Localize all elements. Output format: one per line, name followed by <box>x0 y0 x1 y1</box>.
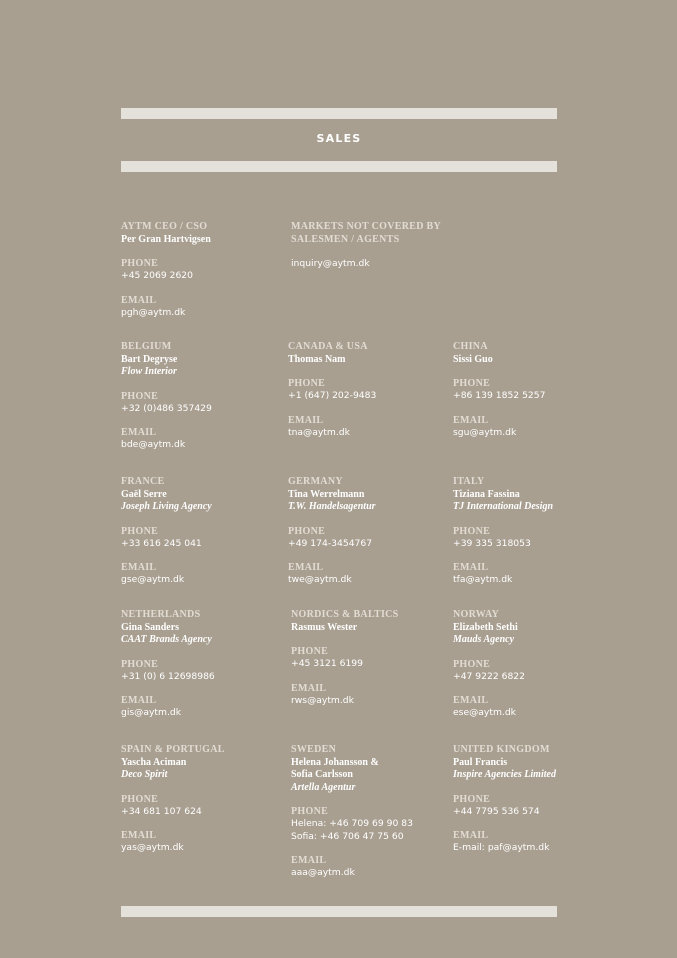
contact-china <box>453 341 545 439</box>
phone-value: +33 616 245 041 <box>121 537 202 549</box>
phone-label: PHONE <box>453 525 491 537</box>
agency-name: T.W. Handelsagentur <box>288 501 376 512</box>
email-link[interactable]: tna@aytm.dk <box>288 426 350 438</box>
email-link[interactable]: bde@aytm.dk <box>121 439 186 450</box>
email-link[interactable]: aaa@aytm.dk <box>291 867 355 878</box>
phone-value: +47 9222 6822 <box>453 670 525 682</box>
contact-france <box>121 476 212 587</box>
region-heading: NORWAY <box>453 609 500 620</box>
contact-name: Gaël Serre <box>121 488 167 500</box>
region-heading: NETHERLANDS <box>121 609 201 620</box>
email-label: EMAIL <box>121 695 157 706</box>
contact-norway <box>453 609 525 720</box>
email-link[interactable]: sgu@aytm.dk <box>453 426 517 438</box>
phone-label: PHONE <box>121 525 159 537</box>
contact-spain-portugal <box>121 744 225 855</box>
contact-sweden <box>291 744 413 880</box>
email-link[interactable]: inquiry@aytm.dk <box>291 258 370 269</box>
contact-name: Helena Johansson & <box>291 756 379 768</box>
email-link[interactable]: rws@aytm.dk <box>291 694 354 706</box>
contact-name: Sissi Guo <box>453 353 493 365</box>
phone-value: +49 174-3454767 <box>288 537 373 549</box>
phone-label: PHONE <box>121 658 159 670</box>
email-label: EMAIL <box>453 414 489 426</box>
email-label: EMAIL <box>291 855 327 866</box>
phone-value: +34 681 107 624 <box>121 805 202 817</box>
agency-name: Flow Interior <box>121 366 177 377</box>
contact-belgium <box>121 341 212 452</box>
contact-markets-not-covered <box>291 221 441 271</box>
email-link[interactable]: gis@aytm.dk <box>121 707 182 718</box>
contact-name: Rasmus Wester <box>291 621 358 633</box>
phone-label: PHONE <box>453 378 491 389</box>
email-label: EMAIL <box>121 562 157 573</box>
contact-heading: MARKETS NOT COVERED BY <box>291 221 442 232</box>
phone-value: Helena: +46 709 69 90 83 <box>291 818 413 829</box>
title-divider <box>121 161 557 172</box>
agency-name: TJ International Design <box>453 501 554 512</box>
agency-name: Inspire Agencies Limited <box>453 769 556 780</box>
agency-name: Deco Spirit <box>121 769 168 780</box>
phone-value: +32 (0)486 357429 <box>121 402 212 414</box>
contact-name: Thomas Nam <box>288 353 346 365</box>
email-label: EMAIL <box>453 562 489 573</box>
contact-name: Tiziana Fassina <box>453 488 520 500</box>
email-label: EMAIL <box>121 294 157 306</box>
agency-name: CAAT Brands Agency <box>121 634 212 645</box>
email-link[interactable]: tfa@aytm.dk <box>453 574 513 585</box>
contact-name: Elizabeth Sethi <box>453 621 518 633</box>
email-link[interactable]: E-mail: paf@aytm.dk <box>453 842 550 853</box>
region-heading: SPAIN & PORTUGAL <box>121 744 225 755</box>
contact-name: Yascha Aciman <box>121 756 187 768</box>
region-heading: GERMANY <box>288 476 343 487</box>
contact-heading-line2: SALESMEN / AGENTS <box>291 233 400 245</box>
contact-heading: AYTM CEO / CSO <box>121 221 208 232</box>
email-label: EMAIL <box>121 427 157 438</box>
bottom-divider <box>121 906 557 917</box>
contact-netherlands <box>121 609 215 720</box>
phone-value: +45 3121 6199 <box>291 658 363 669</box>
region-heading: NORDICS & BALTICS <box>291 609 399 620</box>
region-heading: UNITED KINGDOM <box>453 744 550 755</box>
region-heading: FRANCE <box>121 476 165 487</box>
agency-name: Artella Agentur <box>291 781 356 793</box>
email-label: EMAIL <box>121 830 157 841</box>
region-heading: CHINA <box>453 341 488 352</box>
region-heading: BELGIUM <box>121 341 172 352</box>
email-link[interactable]: pgh@aytm.dk <box>121 306 186 318</box>
email-label: EMAIL <box>453 830 489 841</box>
email-link[interactable]: yas@aytm.dk <box>121 842 184 853</box>
contact-name: Gina Sanders <box>121 621 180 633</box>
contact-name: Per Gran Hartvigsen <box>121 233 211 245</box>
contact-name: Tina Werrelmann <box>288 488 365 500</box>
contact-name: Paul Francis <box>453 756 508 768</box>
phone-value: +31 (0) 6 12698986 <box>121 670 215 682</box>
email-label: EMAIL <box>291 682 327 694</box>
region-heading: SWEDEN <box>291 744 337 755</box>
phone-label: PHONE <box>453 658 491 670</box>
contact-united-kingdom <box>453 744 556 855</box>
phone-label: PHONE <box>291 646 329 657</box>
page-title: SALES <box>316 132 362 145</box>
phone-label: PHONE <box>121 390 159 402</box>
phone-value: +44 7795 536 574 <box>453 805 540 817</box>
phone-value: +1 (647) 202-9483 <box>288 390 377 401</box>
email-label: EMAIL <box>453 695 489 706</box>
contact-ceo <box>121 221 211 319</box>
phone-value: +39 335 318053 <box>453 537 531 549</box>
top-divider <box>121 108 557 119</box>
region-heading: CANADA & USA <box>288 341 368 352</box>
email-label: EMAIL <box>288 562 324 573</box>
phone-value: +86 139 1852 5257 <box>453 390 546 401</box>
contact-italy <box>453 476 553 587</box>
phone-value: +45 2069 2620 <box>121 270 193 281</box>
phone-label: PHONE <box>453 793 491 805</box>
phone-label: PHONE <box>288 525 326 537</box>
phone-label: PHONE <box>121 258 159 269</box>
email-link[interactable]: gse@aytm.dk <box>121 574 185 585</box>
email-link[interactable]: twe@aytm.dk <box>288 574 352 585</box>
contact-germany <box>288 476 376 587</box>
region-heading: ITALY <box>453 476 485 487</box>
phone-label: PHONE <box>288 378 326 389</box>
phone-value-2: Sofia: +46 706 47 75 60 <box>291 830 404 842</box>
contact-nordics-baltics <box>291 609 399 707</box>
contact-name-2: Sofia Carlsson <box>291 769 353 780</box>
agency-name: Joseph Living Agency <box>121 501 212 512</box>
phone-label: PHONE <box>121 793 159 805</box>
email-link[interactable]: ese@aytm.dk <box>453 707 516 718</box>
contact-name: Bart Degryse <box>121 353 178 365</box>
email-label: EMAIL <box>288 414 324 426</box>
phone-label: PHONE <box>291 806 329 817</box>
agency-name: Mauds Agency <box>453 634 515 645</box>
contact-canada-usa <box>288 341 376 439</box>
